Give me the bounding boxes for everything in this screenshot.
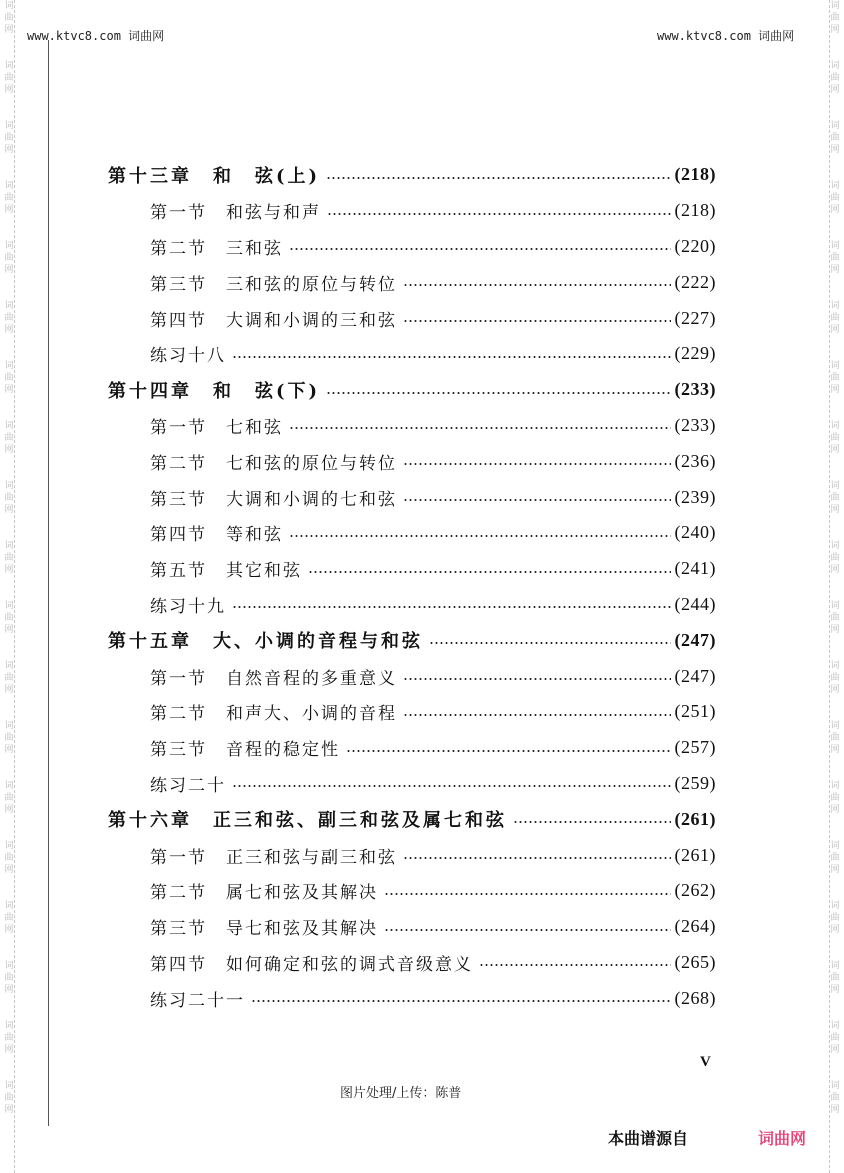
toc-entry-label: 第一节 自然音程的多重意义 — [150, 668, 397, 689]
upload-credit: 图片处理/上传：陈普 — [340, 1086, 462, 1101]
watermark-char: 网 — [830, 985, 840, 995]
watermark-group — [828, 240, 842, 300]
dot-leader — [403, 713, 671, 717]
watermark-char: 词 — [4, 961, 14, 971]
watermark-char: 网 — [830, 1105, 840, 1115]
watermark-char: 曲 — [830, 373, 840, 383]
watermark-char: 曲 — [4, 673, 14, 683]
watermark-group — [828, 540, 842, 600]
watermark-group — [828, 720, 842, 780]
watermark-char: 网 — [830, 565, 840, 575]
watermark-group — [828, 420, 842, 480]
toc-section-row[interactable] — [108, 658, 716, 694]
source-brand-link[interactable]: 词曲网 — [758, 1129, 807, 1148]
dot-leader — [403, 283, 671, 287]
watermark-char: 网 — [4, 25, 14, 35]
toc-section-row[interactable] — [108, 694, 716, 730]
toc-entry-page: (251) — [674, 701, 716, 722]
watermark-char: 曲 — [830, 133, 840, 143]
toc-section-row[interactable] — [108, 980, 716, 1016]
watermark-char: 网 — [4, 745, 14, 755]
watermark-char: 网 — [830, 685, 840, 695]
watermark-group — [828, 840, 842, 900]
watermark-char: 词 — [4, 301, 14, 311]
dot-leader — [232, 355, 671, 359]
watermark-group — [2, 0, 16, 60]
dot-leader — [232, 605, 671, 609]
watermark-char: 词 — [4, 661, 14, 671]
toc-section-row[interactable] — [108, 336, 716, 372]
watermark-group — [2, 900, 16, 960]
watermark-char: 词 — [830, 841, 840, 851]
watermark-group — [2, 720, 16, 780]
watermark-group — [828, 0, 842, 60]
watermark-char: 网 — [4, 145, 14, 155]
watermark-char: 词 — [830, 421, 840, 431]
watermark-char: 曲 — [4, 733, 14, 743]
toc-entry-label: 练习二十一 — [150, 990, 245, 1011]
dot-leader — [403, 677, 671, 681]
watermark-char: 网 — [4, 505, 14, 515]
toc-entry-page: (268) — [674, 987, 716, 1008]
watermark-group — [828, 1080, 842, 1140]
watermark-char: 曲 — [830, 13, 840, 23]
dot-leader — [232, 784, 671, 788]
toc-entry-page: (247) — [674, 629, 716, 650]
watermark-char: 词 — [830, 61, 840, 71]
dot-leader — [384, 928, 671, 932]
watermark-group — [828, 1020, 842, 1080]
watermark-group — [2, 1080, 16, 1140]
watermark-char: 网 — [830, 865, 840, 875]
watermark-char: 网 — [4, 925, 14, 935]
dot-leader — [384, 892, 671, 896]
dot-leader — [346, 749, 671, 753]
watermark-char: 曲 — [830, 673, 840, 683]
watermark-char: 曲 — [4, 193, 14, 203]
toc-section-row[interactable] — [108, 909, 716, 945]
toc-entry-page: (233) — [674, 414, 716, 435]
toc-entry-label: 第二节 和声大、小调的音程 — [150, 704, 397, 725]
watermark-char: 曲 — [830, 793, 840, 803]
watermark-char: 曲 — [4, 853, 14, 863]
watermark-char: 词 — [4, 1, 14, 11]
header-url-left[interactable]: www.ktvc8.com 词曲网 — [27, 29, 165, 43]
watermark-char: 词 — [4, 121, 14, 131]
toc-section-row[interactable] — [108, 443, 716, 479]
toc-entry-label: 第十五章 大、小调的音程与和弦 — [108, 631, 423, 653]
toc-entry-page: (262) — [674, 880, 716, 901]
watermark-char: 网 — [4, 685, 14, 695]
watermark-char: 网 — [4, 205, 14, 215]
dot-leader — [429, 641, 671, 645]
toc-entry-page: (257) — [674, 737, 716, 758]
toc-chapter-row[interactable] — [108, 801, 716, 837]
toc-entry-page: (265) — [674, 951, 716, 972]
watermark-char: 曲 — [830, 493, 840, 503]
dot-leader — [479, 963, 671, 967]
watermark-char: 词 — [4, 781, 14, 791]
toc-entry-page: (220) — [674, 235, 716, 256]
toc-section-row[interactable] — [108, 551, 716, 587]
watermark-group — [2, 240, 16, 300]
watermark-group — [2, 480, 16, 540]
toc-entry-label: 第三节 导七和弦及其解决 — [150, 919, 378, 940]
dot-leader — [251, 999, 671, 1003]
right-watermark-column — [828, 0, 842, 1140]
watermark-group — [828, 600, 842, 660]
watermark-group — [2, 1020, 16, 1080]
toc-entry-page: (227) — [674, 307, 716, 328]
watermark-char: 词 — [830, 721, 840, 731]
watermark-char: 曲 — [4, 1093, 14, 1103]
toc-entry-page: (261) — [674, 808, 716, 829]
toc-entry-label: 第十四章 和 弦(下) — [108, 380, 321, 402]
toc-entry-page: (240) — [674, 522, 716, 543]
watermark-group — [828, 780, 842, 840]
watermark-char: 曲 — [4, 253, 14, 263]
toc-section-row[interactable] — [108, 837, 716, 873]
watermark-char: 曲 — [4, 313, 14, 323]
toc-section-row[interactable] — [108, 730, 716, 766]
watermark-char: 曲 — [4, 493, 14, 503]
left-watermark-column — [2, 0, 16, 1140]
watermark-char: 曲 — [830, 313, 840, 323]
toc-chapter-row[interactable] — [108, 372, 716, 408]
toc-section-row[interactable] — [108, 515, 716, 551]
watermark-char: 网 — [830, 25, 840, 35]
watermark-group — [2, 120, 16, 180]
watermark-char: 网 — [4, 985, 14, 995]
watermark-char: 网 — [4, 565, 14, 575]
toc-entry-label: 第二节 属七和弦及其解决 — [150, 883, 378, 904]
toc-section-row[interactable] — [108, 587, 716, 623]
dot-leader — [289, 534, 671, 538]
watermark-char: 词 — [830, 661, 840, 671]
watermark-char: 词 — [830, 541, 840, 551]
watermark-group — [2, 660, 16, 720]
watermark-group — [2, 180, 16, 240]
header-url-right[interactable]: www.ktvc8.com 词曲网 — [657, 29, 795, 43]
toc-entry-page: (259) — [674, 772, 716, 793]
toc-entry-label: 第三节 三和弦的原位与转位 — [150, 274, 397, 295]
toc-entry-label: 第五节 其它和弦 — [150, 561, 302, 582]
watermark-char: 词 — [4, 181, 14, 191]
watermark-char: 网 — [4, 805, 14, 815]
dot-leader — [308, 570, 671, 574]
watermark-group — [2, 780, 16, 840]
watermark-char: 词 — [830, 961, 840, 971]
watermark-char: 曲 — [830, 913, 840, 923]
dot-leader — [326, 176, 670, 180]
toc-section-row[interactable] — [108, 479, 716, 515]
watermark-char: 曲 — [4, 133, 14, 143]
watermark-char: 网 — [4, 325, 14, 335]
toc-entry-page: (261) — [674, 844, 716, 865]
watermark-char: 网 — [830, 325, 840, 335]
dot-leader — [513, 820, 671, 824]
watermark-char: 曲 — [4, 373, 14, 383]
watermark-char: 网 — [4, 385, 14, 395]
watermark-char: 词 — [830, 241, 840, 251]
watermark-char: 曲 — [4, 973, 14, 983]
source-label: 本曲谱源自 — [608, 1129, 689, 1148]
watermark-char: 词 — [830, 1, 840, 11]
toc-entry-label: 第四节 等和弦 — [150, 525, 283, 546]
watermark-group — [828, 180, 842, 240]
watermark-char: 网 — [830, 205, 840, 215]
watermark-group — [2, 600, 16, 660]
watermark-char: 曲 — [830, 613, 840, 623]
watermark-char: 曲 — [4, 433, 14, 443]
watermark-group — [828, 60, 842, 120]
watermark-char: 词 — [830, 121, 840, 131]
toc-section-row[interactable] — [108, 193, 716, 229]
toc-section-row[interactable] — [108, 229, 716, 265]
toc-section-row[interactable] — [108, 264, 716, 300]
toc-entry-label: 第一节 正三和弦与副三和弦 — [150, 847, 397, 868]
watermark-char: 网 — [4, 1105, 14, 1115]
watermark-group — [2, 360, 16, 420]
toc-entry-page: (236) — [674, 450, 716, 471]
binding-margin-line — [48, 40, 49, 1126]
watermark-group — [828, 120, 842, 180]
watermark-char: 网 — [830, 745, 840, 755]
watermark-char: 网 — [830, 85, 840, 95]
watermark-group — [2, 300, 16, 360]
watermark-char: 词 — [4, 361, 14, 371]
watermark-char: 曲 — [830, 733, 840, 743]
watermark-char: 词 — [4, 241, 14, 251]
dot-leader — [403, 856, 671, 860]
watermark-char: 曲 — [830, 1093, 840, 1103]
watermark-char: 词 — [830, 1081, 840, 1091]
watermark-char: 词 — [4, 421, 14, 431]
watermark-char: 词 — [830, 1021, 840, 1031]
dot-leader — [403, 498, 671, 502]
watermark-char: 词 — [4, 481, 14, 491]
watermark-char: 网 — [4, 625, 14, 635]
toc-entry-page: (229) — [674, 343, 716, 364]
watermark-char: 词 — [830, 601, 840, 611]
toc-entry-label: 练习二十 — [150, 775, 226, 796]
toc-entry-page: (239) — [674, 486, 716, 507]
watermark-group — [828, 660, 842, 720]
watermark-char: 词 — [4, 541, 14, 551]
watermark-char: 曲 — [830, 433, 840, 443]
toc-entry-label: 第十六章 正三和弦、副三和弦及属七和弦 — [108, 810, 507, 832]
watermark-char: 网 — [830, 445, 840, 455]
toc-chapter-row[interactable] — [108, 622, 716, 658]
toc-entry-label: 第四节 如何确定和弦的调式音级意义 — [150, 954, 473, 975]
watermark-char: 词 — [830, 901, 840, 911]
watermark-char: 词 — [4, 901, 14, 911]
watermark-char: 网 — [830, 1045, 840, 1055]
toc-entry-page: (222) — [674, 271, 716, 292]
watermark-char: 词 — [4, 601, 14, 611]
toc-entry-label: 第三节 大调和小调的七和弦 — [150, 489, 397, 510]
watermark-char: 词 — [830, 781, 840, 791]
dot-leader — [403, 462, 671, 466]
toc-entry-page: (218) — [674, 164, 716, 185]
dot-leader — [289, 426, 671, 430]
watermark-char: 网 — [4, 865, 14, 875]
watermark-char: 网 — [830, 805, 840, 815]
watermark-char: 曲 — [830, 553, 840, 563]
dot-leader — [289, 247, 671, 251]
watermark-char: 曲 — [830, 253, 840, 263]
toc-entry-label: 第一节 和弦与和声 — [150, 203, 321, 224]
watermark-char: 网 — [4, 265, 14, 275]
watermark-char: 词 — [830, 481, 840, 491]
toc-entry-label: 第二节 三和弦 — [150, 238, 283, 259]
watermark-char: 词 — [4, 841, 14, 851]
watermark-char: 曲 — [4, 793, 14, 803]
dot-leader — [326, 391, 670, 395]
watermark-char: 曲 — [4, 553, 14, 563]
watermark-char: 曲 — [830, 73, 840, 83]
toc-entry-label: 第一节 七和弦 — [150, 417, 283, 438]
watermark-group — [2, 960, 16, 1020]
toc-section-row[interactable] — [108, 300, 716, 336]
toc-chapter-row[interactable] — [108, 157, 716, 193]
watermark-char: 词 — [830, 181, 840, 191]
watermark-char: 网 — [830, 625, 840, 635]
watermark-char: 词 — [4, 721, 14, 731]
toc-entry-page: (264) — [674, 916, 716, 937]
page-number: V — [700, 1054, 711, 1070]
watermark-group — [2, 540, 16, 600]
watermark-char: 网 — [830, 925, 840, 935]
watermark-char: 网 — [830, 265, 840, 275]
watermark-char: 曲 — [830, 853, 840, 863]
toc-entry-page: (244) — [674, 593, 716, 614]
watermark-char: 曲 — [4, 913, 14, 923]
toc-entry-page: (247) — [674, 665, 716, 686]
watermark-char: 词 — [4, 1081, 14, 1091]
watermark-group — [828, 960, 842, 1020]
watermark-char: 网 — [4, 1045, 14, 1055]
dot-leader — [403, 319, 671, 323]
watermark-char: 曲 — [4, 13, 14, 23]
toc-entry-page: (241) — [674, 558, 716, 579]
toc-section-row[interactable] — [108, 873, 716, 909]
watermark-char: 网 — [4, 445, 14, 455]
toc-entry-label: 第十三章 和 弦(上) — [108, 165, 321, 187]
watermark-group — [2, 60, 16, 120]
watermark-group — [2, 840, 16, 900]
watermark-char: 词 — [4, 61, 14, 71]
dot-leader — [327, 212, 671, 216]
toc-entry-label: 练习十九 — [150, 596, 226, 617]
watermark-char: 网 — [4, 85, 14, 95]
watermark-group — [828, 360, 842, 420]
watermark-group — [828, 300, 842, 360]
watermark-group — [2, 420, 16, 480]
toc-entry-label: 练习十八 — [150, 346, 226, 367]
toc-entry-label: 第二节 七和弦的原位与转位 — [150, 453, 397, 474]
watermark-char: 曲 — [830, 1033, 840, 1043]
watermark-char: 网 — [830, 145, 840, 155]
watermark-char: 网 — [830, 385, 840, 395]
watermark-group — [828, 900, 842, 960]
watermark-char: 曲 — [830, 193, 840, 203]
watermark-char: 词 — [4, 1021, 14, 1031]
table-of-contents — [108, 157, 716, 1016]
watermark-char: 曲 — [830, 973, 840, 983]
toc-section-row[interactable] — [108, 408, 716, 444]
toc-entry-page: (218) — [674, 200, 716, 221]
watermark-group — [828, 480, 842, 540]
toc-section-row[interactable] — [108, 945, 716, 981]
watermark-char: 曲 — [4, 613, 14, 623]
watermark-char: 网 — [830, 505, 840, 515]
watermark-char: 词 — [830, 301, 840, 311]
watermark-char: 词 — [830, 361, 840, 371]
watermark-char: 曲 — [4, 1033, 14, 1043]
watermark-char: 曲 — [4, 73, 14, 83]
toc-entry-label: 第三节 音程的稳定性 — [150, 740, 340, 761]
toc-entry-page: (233) — [674, 379, 716, 400]
toc-section-row[interactable] — [108, 766, 716, 802]
toc-entry-label: 第四节 大调和小调的三和弦 — [150, 310, 397, 331]
